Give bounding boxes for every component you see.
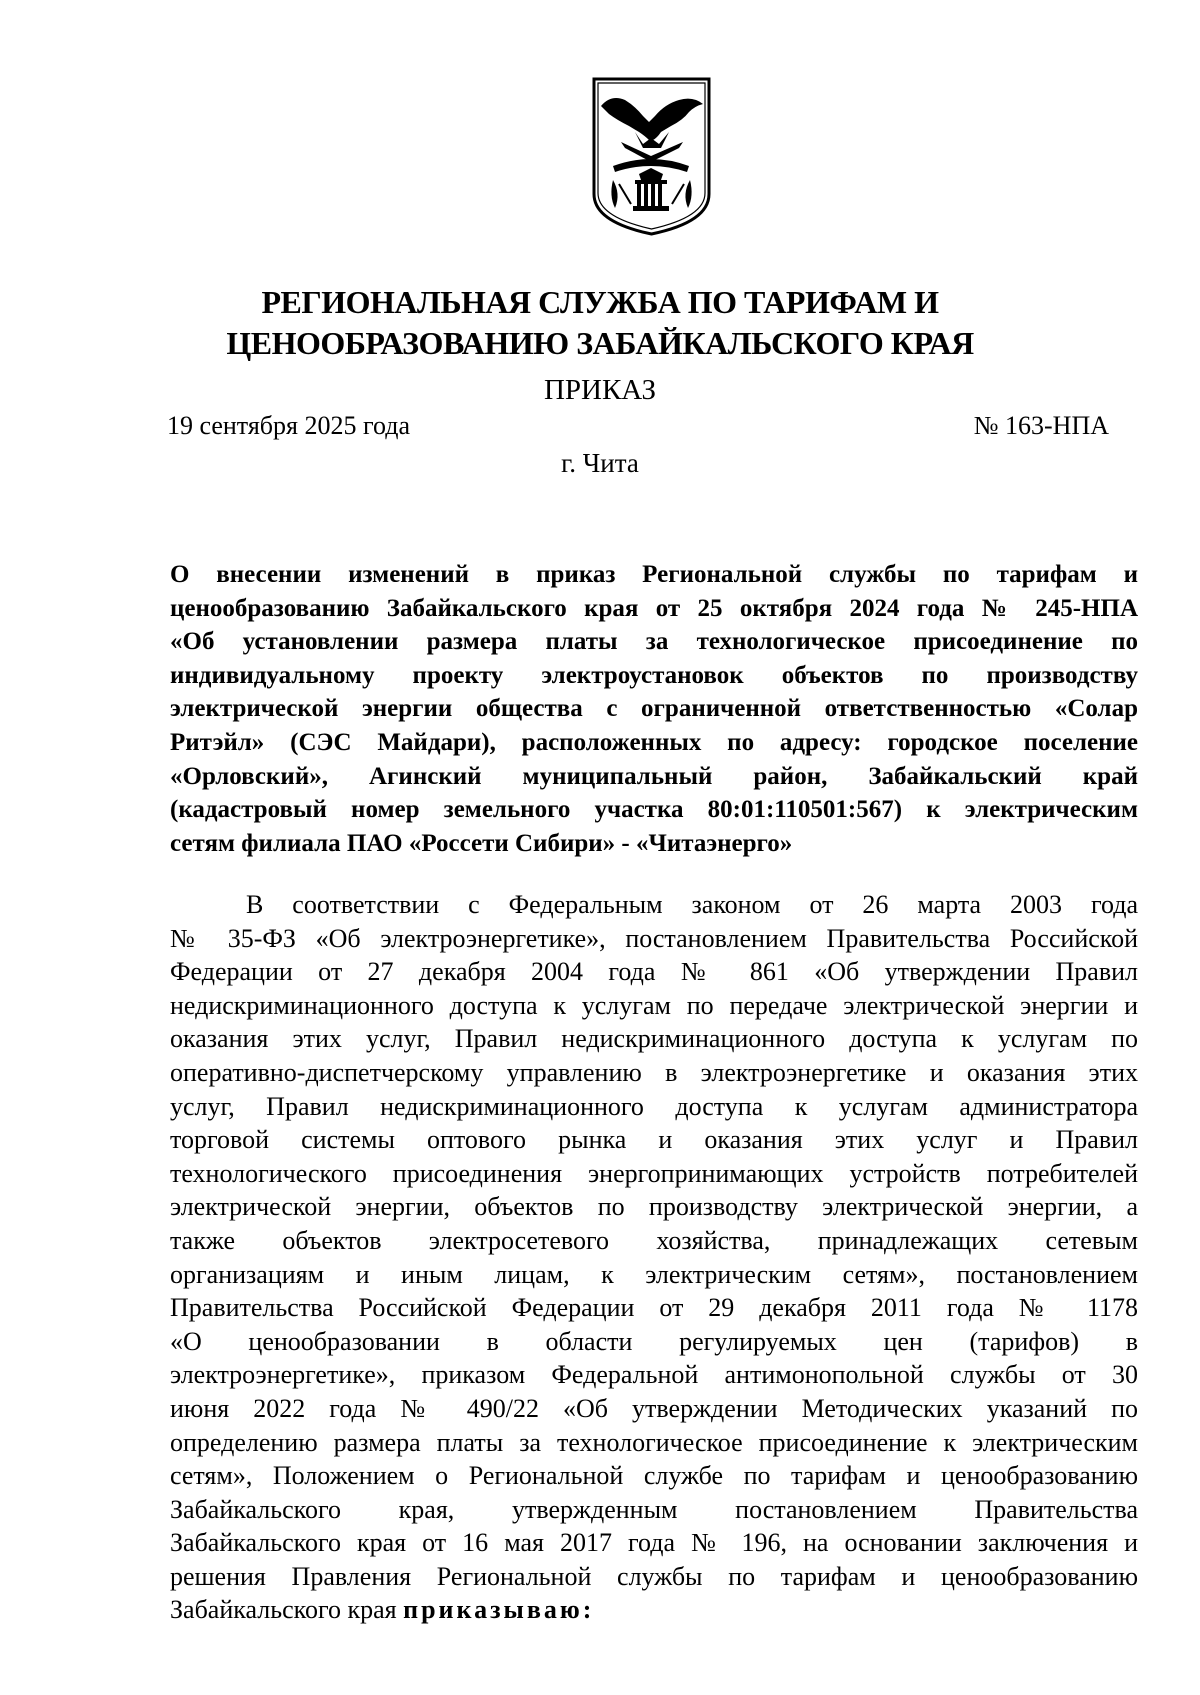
title-line: ценообразованию Забайкальского края от 25 октября 2024 года № 245-НПА: [170, 594, 1138, 622]
organization-name: [150, 282, 1050, 364]
title-line: сетям филиала ПАО «Россети Сибири» - «Читаэнерго»: [170, 829, 793, 857]
body-text: Забайкальского края: [170, 1595, 404, 1625]
title-line: «Орловский», Агинский муниципальный район, Забайкальский край: [170, 762, 1138, 790]
body-line: № 35-ФЗ «Об электроэнергетике», постановлением Правительства Российской: [170, 923, 1138, 953]
body-line: Федерации от 27 декабря 2004 года № 861 «Об утверждении Правил: [170, 957, 1138, 987]
title-line: индивидуальному проекту электроустановок объектов по производству: [170, 661, 1138, 689]
body-line: В соответствии с Федеральным законом от 26 марта 2003 года: [246, 890, 1138, 919]
body-line: оказания этих услуг, Правил недискриминационного доступа к услугам по: [170, 1024, 1138, 1054]
body-line: Забайкальского края, утвержденным постановлением Правительства: [170, 1494, 1138, 1524]
coat-of-arms-icon: [591, 76, 712, 236]
preamble-paragraph: [170, 888, 1138, 1627]
body-line: Забайкальского края от 16 мая 2017 года № 196, на основании заключения и: [170, 1528, 1138, 1558]
body-line-final: [170, 1593, 1138, 1627]
title-line: электрической энергии общества с ограниченной ответственностью «Солар: [170, 695, 1138, 723]
document-type: ПРИКАЗ: [543, 374, 657, 406]
body-line: «О ценообразовании в области регулируемых цен (тарифов) в: [170, 1326, 1138, 1356]
document-city: г. Чита: [561, 448, 639, 478]
body-line: оперативно-диспетчерскому управлению в электроэнергетике и оказания этих: [170, 1057, 1138, 1087]
title-line: (кадастровый номер земельного участка 80:01:110501:567) к электрическим: [170, 796, 1138, 824]
title-line: «Об установлении размера платы за технологическое присоединение по: [170, 628, 1138, 656]
document-date: 19 сентября 2025 года: [167, 411, 411, 440]
organization-name-line: РЕГИОНАЛЬНАЯ СЛУЖБА ПО ТАРИФАМ И: [261, 284, 939, 320]
body-line: организациям и иным лицам, к электрическим сетям», постановлением: [170, 1259, 1138, 1289]
body-line: сетям», Положением о Региональной службе по тарифам и ценообразованию: [170, 1461, 1138, 1491]
body-line: услуг, Правил недискриминационного доступа к услугам администратора: [170, 1091, 1138, 1121]
body-line: решения Правления Региональной службы по тарифам и ценообразованию: [170, 1561, 1138, 1591]
body-line: электрической энергии, объектов по производству электрической энергии, а: [170, 1192, 1138, 1222]
body-line: июня 2022 года № 490/22 «Об утверждении Методических указаний по: [170, 1393, 1138, 1423]
body-line: торговой системы оптового рынка и оказания этих услуг и Правил: [170, 1125, 1138, 1155]
body-line: электроэнергетике», приказом Федеральной антимонопольной службы от 30: [170, 1360, 1138, 1390]
body-line: технологического присоединения энергопринимающих устройств потребителей: [170, 1158, 1138, 1188]
document-number: № 163-НПА: [973, 411, 1109, 440]
body-line: Правительства Российской Федерации от 29 декабря 2011 года № 1178: [170, 1293, 1138, 1323]
body-line: также объектов электросетевого хозяйства, принадлежащих сетевым: [170, 1225, 1138, 1255]
title-line: О внесении изменений в приказ Региональной службы по тарифам и: [170, 561, 1138, 588]
title-line: Ритэйл» (СЭС Майдари), расположенных по адресу: городское поселение: [170, 728, 1138, 756]
body-line: недискриминационного доступа к услугам по передаче электрической энергии и: [170, 990, 1138, 1020]
order-keyword: приказываю:: [403, 1595, 595, 1625]
body-line: определению размера платы за технологическое присоединение к электрическим: [170, 1427, 1138, 1457]
document-title: [170, 558, 1138, 860]
organization-name-line: ЦЕНООБРАЗОВАНИЮ ЗАБАЙКАЛЬСКОГО КРАЯ: [226, 325, 974, 361]
